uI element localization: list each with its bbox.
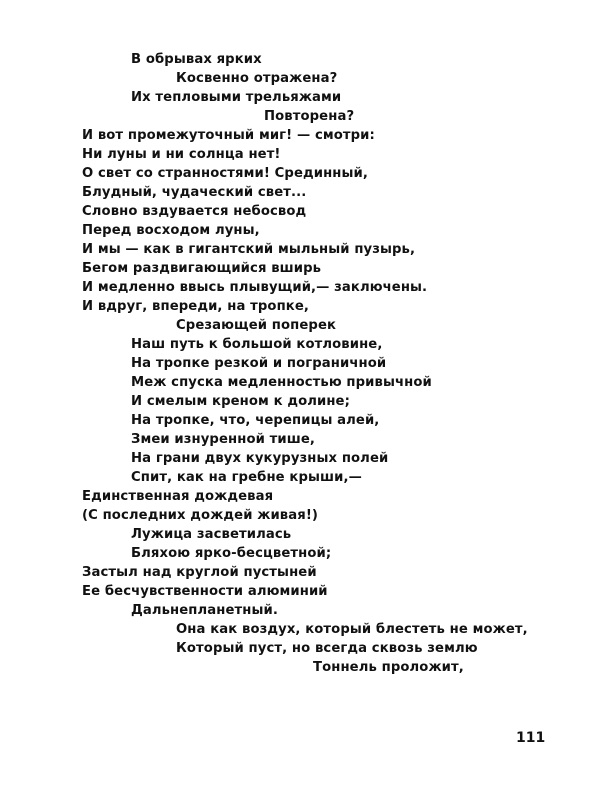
poem-line: На тропке резкой и пограничной xyxy=(131,356,387,371)
poem-line: На грани двух кукурузных полей xyxy=(131,451,389,466)
poem-line: Лужица засветилась xyxy=(131,527,292,542)
poem-line: Словно вздувается небосвод xyxy=(82,204,307,219)
poem-line: И мы — как в гигантский мыльный пузырь, xyxy=(82,242,416,257)
poem-line: О свет со странностями! Срединный, xyxy=(82,166,368,181)
page-number: 111 xyxy=(516,730,546,746)
poem-line: Ни луны и ни солнца нет! xyxy=(82,147,281,162)
poem-line: И вот промежуточный миг! — смотри: xyxy=(82,128,375,143)
poem-line: Ее бесчувственности алюминий xyxy=(82,584,328,599)
poem-line: Бляхою ярко-бесцветной; xyxy=(131,546,332,561)
poem-line: Повторена? xyxy=(264,109,355,124)
poem-line: Блудный, чудаческий свет... xyxy=(82,185,307,200)
poem-line: (С последних дождей живая!) xyxy=(82,508,319,523)
poem-line: Спит, как на гребне крыши,— xyxy=(131,470,362,485)
poem-line: Наш путь к большой котловине, xyxy=(131,337,383,352)
poem-line: Косвенно отражена? xyxy=(176,71,338,86)
poem-line: И медленно ввысь плывущий,— заключены. xyxy=(82,280,428,295)
poem-line: Она как воздух, который блестеть не может, xyxy=(176,622,528,637)
poem-line: И смелым креном к долине; xyxy=(131,394,350,409)
poem-line: Перед восходом луны, xyxy=(82,223,260,238)
poem-line: Тоннель проложит, xyxy=(313,660,464,675)
poem-line: В обрывах ярких xyxy=(131,52,262,67)
poem-line: Дальнепланетный. xyxy=(131,603,278,618)
poem-line: Который пуст, но всегда сквозь землю xyxy=(176,641,478,656)
poem-line: Их тепловыми трельяжами xyxy=(131,90,342,105)
poem-line: И вдруг, впереди, на тропке, xyxy=(82,299,309,314)
poem-line: Змеи изнуренной тише, xyxy=(131,432,315,447)
poem-line: На тропке, что, черепицы алей, xyxy=(131,413,380,428)
poem-text xyxy=(0,50,600,677)
poem-line: Меж спуска медленностью привычной xyxy=(131,375,432,390)
poem-line: Срезающей поперек xyxy=(176,318,337,333)
poem-line: Застыл над круглой пустыней xyxy=(82,565,317,580)
poem-line: Единственная дождевая xyxy=(82,489,274,504)
poem-line: Бегом раздвигающийся вширь xyxy=(82,261,322,276)
